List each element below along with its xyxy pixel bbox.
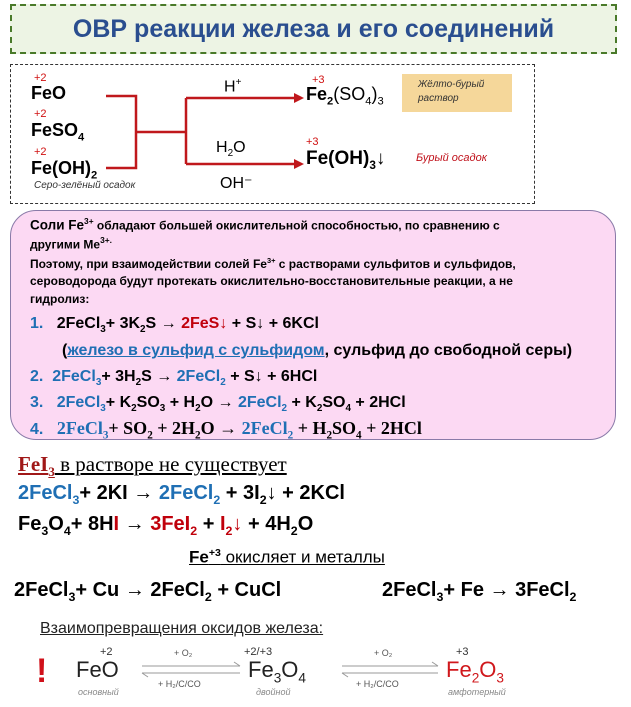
exclamation-icon: ! (36, 652, 48, 690)
ox-state: +2 (34, 108, 47, 120)
salts-line-2: другими $Me^{3+.}$ (30, 235, 112, 252)
reaction-2: 2. 2FeCl$_3$+ $3H_2S$ → 2FeCl$_2$ + S↓ + 6HCl (30, 368, 318, 389)
note-badge (402, 74, 512, 112)
scheme-arrows (100, 78, 320, 178)
product-fe2so43: $Fe_2(SO_4)_3$ (306, 84, 384, 108)
arrow-head (294, 159, 304, 169)
salts-line-4: сероводорода будут протекать окислительно-восстановительные реакции, а не (30, 274, 513, 288)
equation-cu: 2FeCl$_3$+ Cu → 2FeCl$_2$ + CuCl (14, 579, 282, 604)
color-note: Бурый осадок (416, 152, 487, 164)
arrow-label: + H₂/C/CO (356, 679, 399, 689)
equilibrium-arrow-2 (338, 660, 444, 680)
reaction-3: 3. 2FeCl$_3$+ $K_2SO_3 + H_2O$ → 2FeCl$_2$ + $K_2SO_4 + 2HCl$ (30, 394, 406, 415)
equilibrium-arrow-1 (138, 660, 248, 680)
ox-state: +2/+3 (244, 646, 273, 658)
page-title: ОВР реакции железа и его соединений (72, 15, 555, 43)
ox-state: +3 (456, 646, 469, 658)
bracket-line (106, 96, 136, 168)
oxide-fe3o4: $Fe_3O_4$ (248, 657, 306, 686)
ox-state: +2 (34, 146, 47, 158)
oxide-type: амфотерный (448, 687, 506, 697)
condition-acid: H+ (224, 77, 242, 96)
oxide-feo: FeO (76, 657, 119, 682)
oxide-type: двойной (256, 687, 291, 697)
salts-line-1: Соли $Fe^{3+}$ обладают большей окислительной способностью, по сравнению с (30, 216, 500, 233)
metals-heading: $Fe^{+3}$ окисляет и металлы (189, 547, 385, 567)
ox-state: +3 (312, 74, 325, 86)
reactant-feso4: FeSO$_4$ (31, 120, 85, 144)
reactant-feoh2: $Fe(OH)_2$ (31, 158, 98, 182)
oxide-fe2o3: $Fe_2O_3$ (446, 657, 504, 686)
title-banner (10, 4, 617, 54)
reaction-4: 4. 2FeCl$_3$+ $SO_2 + 2H_2O$ → 2FeCl$_2$ + $H_2SO_4 + 2HCl$ (30, 418, 422, 442)
equation-ki: 2FeCl$_3$+ 2KI → 2FeCl$_2$ + $3I_2↓ + 2KCl$ (18, 482, 345, 507)
equation-fe: 2FeCl$_3$+ Fe → 3FeCl$_2$ (382, 579, 577, 604)
oxides-heading: Взаимопревращения оксидов железа: (40, 620, 324, 637)
ox-state: +2 (100, 646, 113, 658)
oxide-type: основный (78, 687, 119, 697)
reaction-1-note: (железо в сульфид с сульфидом, сульфид до свободной серы) (62, 342, 573, 359)
arrow-label: + O₂ (374, 648, 393, 658)
reaction-1: 1. 2FeCl$_3$+ $3K_2S$ → 2FeS↓ + S↓ + 6KCl (30, 315, 319, 336)
condition-alkali: OH⁻ (220, 175, 253, 192)
color-note: Серо-зелёный осадок (34, 180, 136, 191)
salts-line-3: Поэтому, при взаимодействии солей $Fe^{3+}$ с растворами сульфитов и сульфидов, (30, 256, 516, 271)
ox-state: +2 (34, 72, 47, 84)
fei3-statement: FeI$_3$ в растворе не существует (18, 452, 287, 480)
condition-water: $H_2O$ (216, 139, 246, 160)
arrow-label: + O₂ (174, 648, 193, 658)
equation-fe3o4: $Fe_3O_4+ 8HI \to 3FeI_2$ + $I_2↓ + 4H_2O$ (18, 513, 314, 538)
reactant-feo: FeO (31, 83, 67, 103)
product-feoh3: $Fe(OH)_3↓$ (306, 148, 386, 172)
arrow-head (294, 93, 304, 103)
note-text: Жёлто-бурый раствор (418, 79, 485, 104)
ox-state: +3 (306, 136, 319, 148)
note-link: железо в сульфид с сульфидом (67, 342, 325, 359)
salts-line-5: гидролиз: (30, 292, 90, 306)
arrow-label: + H₂/C/CO (158, 679, 201, 689)
